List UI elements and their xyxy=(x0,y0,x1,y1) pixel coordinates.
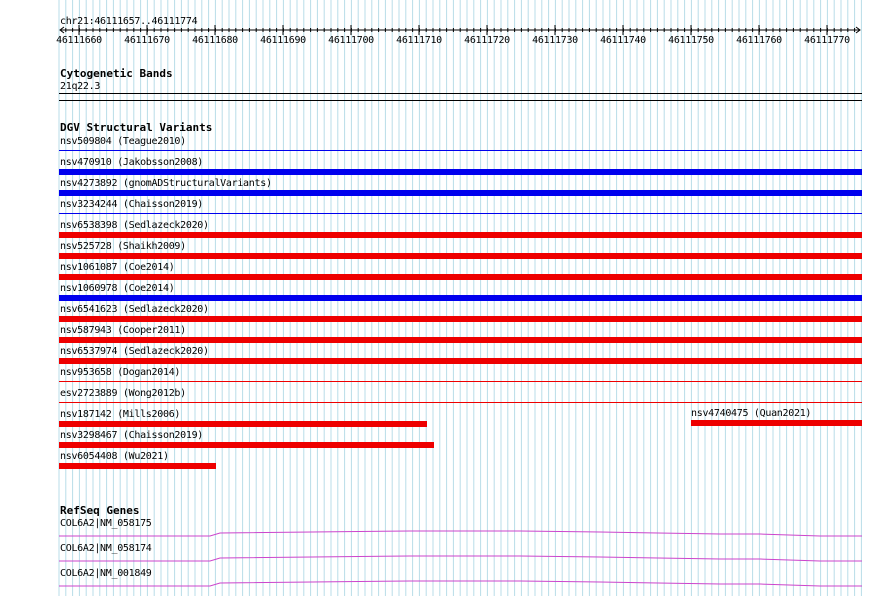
dgv-variant-label[interactable]: nsv525728 (Shaikh2009) xyxy=(60,241,186,252)
dgv-variant-line[interactable] xyxy=(59,402,862,403)
dgv-variant-bar[interactable] xyxy=(59,232,862,238)
dgv-variant-line[interactable] xyxy=(59,213,862,214)
refseq-gene-label[interactable]: COL6A2|NM_001849 xyxy=(60,568,152,579)
dgv-variant-bar[interactable] xyxy=(59,463,216,469)
ruler-tick-label: 46111670 xyxy=(124,35,170,46)
dgv-track-title[interactable]: DGV Structural Variants xyxy=(60,121,213,134)
dgv-variant-line[interactable] xyxy=(59,150,862,151)
cytoband-label[interactable]: 21q22.3 xyxy=(60,81,101,92)
cytoband-track-title[interactable]: Cytogenetic Bands xyxy=(60,67,173,80)
ruler-tick-label: 46111760 xyxy=(736,35,782,46)
refseq-gene-label[interactable]: COL6A2|NM_058174 xyxy=(60,543,152,554)
ruler-tick-label: 46111660 xyxy=(56,35,102,46)
dgv-variant-label[interactable]: esv2723889 (Wong2012b) xyxy=(60,388,186,399)
ruler-tick-label: 46111710 xyxy=(396,35,442,46)
ruler-tick-label: 46111770 xyxy=(804,35,850,46)
refseq-gene-model[interactable] xyxy=(0,578,890,590)
dgv-variant-label[interactable]: nsv587943 (Cooper2011) xyxy=(60,325,186,336)
ruler-tick-label: 46111730 xyxy=(532,35,578,46)
dgv-variant-label[interactable]: nsv953658 (Dogan2014) xyxy=(60,367,181,378)
dgv-variant-label[interactable]: nsv6054408 (Wu2021) xyxy=(60,451,169,462)
dgv-variant-label[interactable]: nsv187142 (Mills2006) xyxy=(60,409,181,420)
dgv-variant-label[interactable]: nsv1060978 (Coe2014) xyxy=(60,283,175,294)
ruler-tick-label: 46111720 xyxy=(464,35,510,46)
dgv-variant-label[interactable]: nsv1061087 (Coe2014) xyxy=(60,262,175,273)
refseq-gene-model[interactable] xyxy=(0,528,890,540)
refseq-gene-model[interactable] xyxy=(0,553,890,565)
ruler-location: chr21:46111657..46111774 xyxy=(60,16,198,27)
dgv-variant-bar[interactable] xyxy=(59,421,427,427)
dgv-variant-label[interactable]: nsv509804 (Teague2010) xyxy=(60,136,186,147)
ruler-tick-label: 46111750 xyxy=(668,35,714,46)
cytoband-band-bottom xyxy=(59,100,862,101)
ruler-tick-label: 46111740 xyxy=(600,35,646,46)
dgv-variant-bar[interactable] xyxy=(59,253,862,259)
dgv-variant-bar[interactable] xyxy=(59,358,862,364)
dgv-variant-bar[interactable] xyxy=(59,190,862,196)
dgv-variant-label[interactable]: nsv470910 (Jakobsson2008) xyxy=(60,157,204,168)
dgv-variant-bar[interactable] xyxy=(59,169,862,175)
ruler-tick-label: 46111680 xyxy=(192,35,238,46)
ruler-tick-label: 46111690 xyxy=(260,35,306,46)
dgv-variant-bar[interactable] xyxy=(59,274,862,280)
dgv-variant-bar[interactable] xyxy=(59,337,862,343)
dgv-variant-label[interactable]: nsv4740475 (Quan2021) xyxy=(691,408,812,419)
dgv-variant-line[interactable] xyxy=(59,381,862,382)
dgv-variant-label[interactable]: nsv3234244 (Chaisson2019) xyxy=(60,199,204,210)
dgv-variant-label[interactable]: nsv6537974 (Sedlazeck2020) xyxy=(60,346,209,357)
refseq-track-title[interactable]: RefSeq Genes xyxy=(60,504,140,517)
dgv-variant-bar[interactable] xyxy=(59,442,434,448)
dgv-variant-bar[interactable] xyxy=(691,420,862,426)
dgv-variant-bar[interactable] xyxy=(59,316,862,322)
dgv-variant-label[interactable]: nsv6538398 (Sedlazeck2020) xyxy=(60,220,209,231)
refseq-gene-label[interactable]: COL6A2|NM_058175 xyxy=(60,518,152,529)
cytoband-band-top xyxy=(59,93,862,94)
dgv-variant-label[interactable]: nsv6541623 (Sedlazeck2020) xyxy=(60,304,209,315)
dgv-variant-label[interactable]: nsv4273892 (gnomADStructuralVariants) xyxy=(60,178,272,189)
dgv-variant-label[interactable]: nsv3298467 (Chaisson2019) xyxy=(60,430,204,441)
dgv-variant-bar[interactable] xyxy=(59,295,862,301)
ruler-tick-label: 46111700 xyxy=(328,35,374,46)
